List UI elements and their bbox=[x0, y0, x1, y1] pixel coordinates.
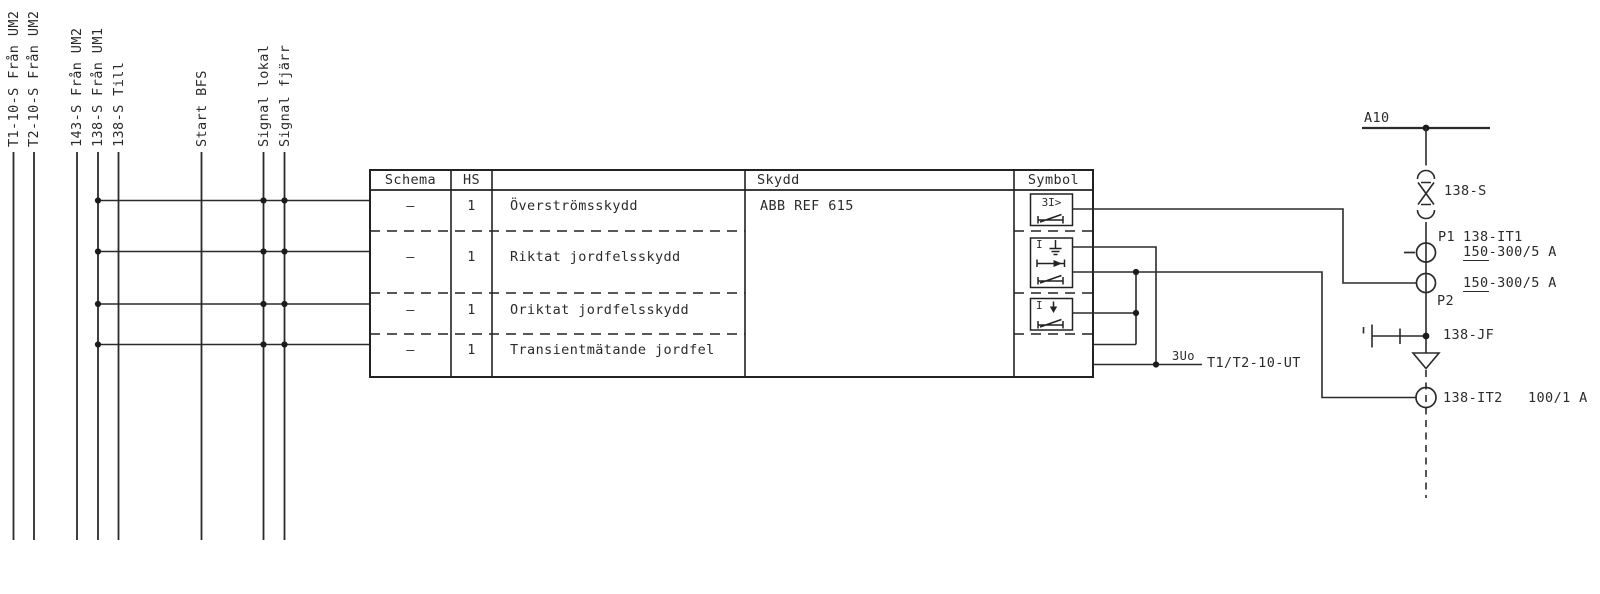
table-row-description: Oriktat jordfelsskydd bbox=[510, 302, 690, 318]
breaker-symbol bbox=[1418, 171, 1435, 219]
ct2-ratio-rest: -300/5 A bbox=[1488, 275, 1557, 291]
table-row-hs: 1 bbox=[467, 198, 476, 214]
down-arrow-icon bbox=[1050, 302, 1057, 314]
arrow-contact-icon bbox=[1037, 260, 1065, 268]
table-row-schema: – bbox=[406, 198, 415, 214]
table-header-schema: Schema bbox=[384, 172, 437, 188]
breaker-bottom-arc bbox=[1418, 210, 1435, 219]
table-header-symbol: Symbol bbox=[1027, 172, 1080, 188]
breaker-x-icon bbox=[1418, 183, 1434, 205]
table-row-schema: – bbox=[406, 302, 415, 318]
cable-termination-arrow bbox=[1413, 353, 1439, 369]
table-row-hs: 1 bbox=[467, 302, 476, 318]
table-header-hs: HS bbox=[462, 172, 481, 188]
residual-voltage-label: 3Uo bbox=[1172, 349, 1195, 363]
overcurrent-symbol-text: 3I> bbox=[1041, 196, 1062, 209]
vt-reference-label: T1/T2-10-UT bbox=[1207, 355, 1301, 371]
table-row-description: Överströmsskydd bbox=[510, 198, 638, 214]
signal-label-138-s-till: 138-S Till bbox=[110, 61, 127, 147]
busbar-label: A10 bbox=[1364, 110, 1390, 126]
it2-ratio-label: 100/1 A bbox=[1528, 390, 1588, 406]
ct1-ratio-label bbox=[1463, 244, 1557, 260]
table-row-description: Riktat jordfelsskydd bbox=[510, 249, 681, 265]
jf-junction-dot bbox=[1423, 333, 1430, 340]
contact-switch-icon bbox=[1038, 276, 1063, 285]
wire-row4-tie bbox=[1093, 272, 1136, 345]
wire-earthfault-to-it2 bbox=[1073, 272, 1417, 398]
ct2-ratio-label bbox=[1463, 275, 1557, 291]
ct1-ratio-tap: 150 bbox=[1463, 244, 1489, 260]
signal-label-138-s-fran: 138-S Från UM1 bbox=[90, 27, 106, 147]
contact-switch-icon bbox=[1038, 320, 1063, 329]
ct1-symbol bbox=[1404, 243, 1436, 262]
signal-label-start-bfs: Start BFS bbox=[193, 70, 210, 147]
ct2-p2-label: P2 bbox=[1437, 293, 1455, 309]
directional-ef-symbol-text: I bbox=[1036, 237, 1043, 251]
signal-label-signal-lokal: Signal lokal bbox=[255, 44, 272, 147]
table-row-relay-type: ABB REF 615 bbox=[760, 198, 854, 214]
table-header-skydd: Skydd bbox=[757, 172, 800, 188]
signal-label-t1-10-s: T1-10-S Från UM2 bbox=[5, 10, 22, 147]
table-row-hs: 1 bbox=[467, 249, 476, 265]
contact-switch-icon bbox=[1038, 215, 1063, 224]
junction-dots-wiring bbox=[1133, 269, 1159, 368]
junction-dots-left bbox=[95, 197, 288, 347]
breaker-top-arc bbox=[1418, 171, 1435, 179]
table-row-schema: – bbox=[406, 249, 415, 265]
earthfault-indicator-symbol bbox=[1364, 325, 1427, 348]
ct1-ratio-rest: -300/5 A bbox=[1488, 244, 1557, 260]
table-row-schema: – bbox=[406, 342, 415, 358]
incoming-signal-lines bbox=[14, 152, 285, 540]
breaker-label: 138-S bbox=[1444, 183, 1487, 199]
ct1-p1-label: P1 bbox=[1438, 229, 1456, 245]
table-row-description: Transientmätande jordfel bbox=[510, 342, 715, 358]
table-row-hs: 1 bbox=[467, 342, 476, 358]
signal-label-143-s: 143-S Från UM2 bbox=[69, 27, 85, 147]
earth-ground-icon bbox=[1050, 240, 1062, 255]
earthfault-indicator-label: 138-JF bbox=[1443, 327, 1495, 343]
signal-connection-wires bbox=[98, 201, 370, 345]
signal-label-signal-fjarr: Signal fjärr bbox=[276, 44, 293, 147]
ct1-name-label: 138-IT1 bbox=[1463, 229, 1523, 245]
row-separator-dashed-lines bbox=[370, 231, 1093, 334]
ct2-ratio-tap: 150 bbox=[1463, 275, 1489, 291]
signal-label-t2-10-s: T2-10-S Från UM2 bbox=[26, 10, 42, 147]
wire-directional-to-3uo bbox=[1073, 247, 1157, 365]
it2-name-label: 138-IT2 bbox=[1443, 390, 1503, 406]
nondirectional-ef-symbol-text: I bbox=[1036, 298, 1043, 312]
